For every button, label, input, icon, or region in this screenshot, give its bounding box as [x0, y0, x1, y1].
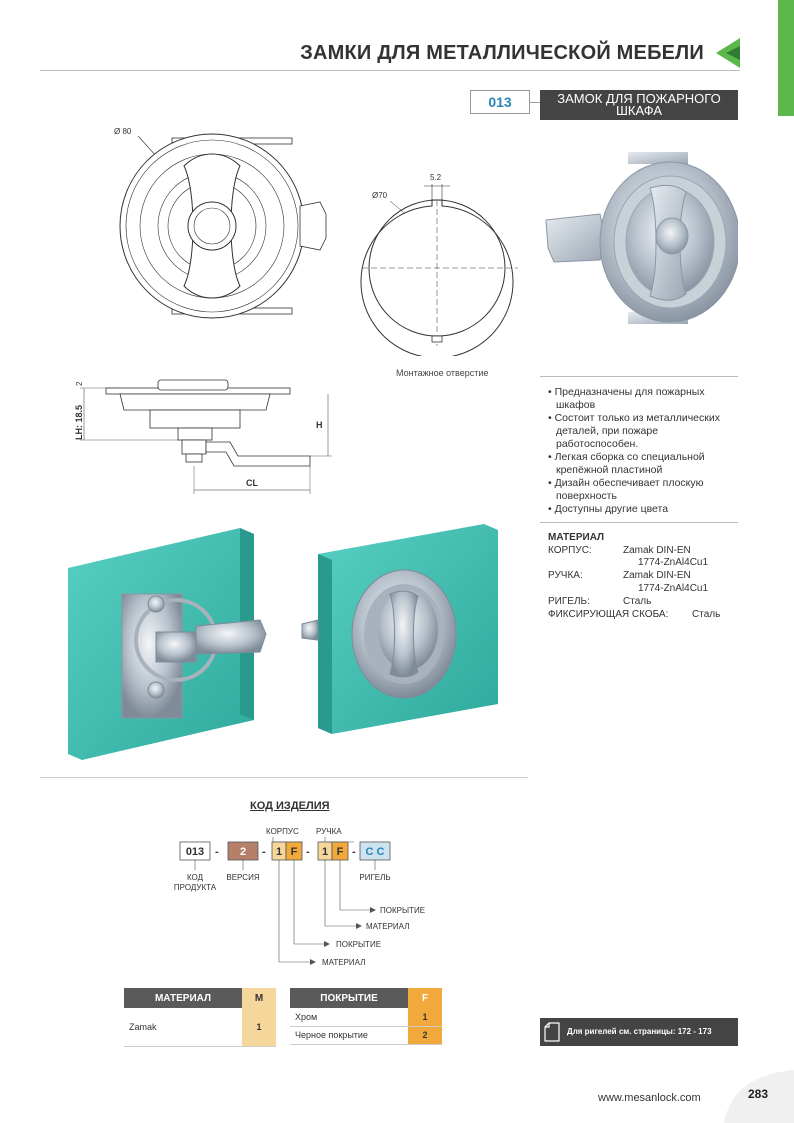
material-table: [124, 988, 276, 1047]
box-bolt: C C: [365, 846, 385, 858]
dash: -: [352, 846, 356, 858]
finish-table-code-header: F: [408, 988, 442, 1008]
label-korpus: КОРПУС: [266, 827, 299, 836]
finish-code: 1: [408, 1008, 442, 1026]
box-body-finish: F: [290, 846, 298, 858]
material-name: Zamak: [124, 1008, 242, 1046]
material-value: Zamak DIN-EN: [623, 545, 691, 556]
feature-item: • Состоит только из металлических деталей, при пожаре работоспособен.: [548, 412, 720, 450]
material-value: 1774-ZnAl4Cu1: [638, 583, 709, 594]
installation-photos: [64, 524, 504, 764]
box-handle-finish: F: [336, 846, 344, 858]
feature-item: • Доступны другие цвета: [548, 503, 669, 515]
feature-item: • Дизайн обеспечивает плоскую поверхность: [548, 477, 704, 502]
page-icon: [544, 1022, 560, 1042]
product-code-diagram: [160, 824, 460, 974]
label-handle-finish: ПОКРЫТИЕ: [380, 906, 426, 915]
dim-lh: LH: 18.5: [74, 404, 84, 440]
dim-h: H: [316, 420, 323, 430]
badge-connector: [530, 102, 540, 103]
label-produkta: ПРОДУКТА: [173, 883, 217, 892]
finish-table-header: ПОКРЫТИЕ: [290, 988, 408, 1008]
table-row: [290, 1026, 442, 1044]
material-code: 1: [242, 1008, 276, 1046]
label-ruchka: РУЧКА: [316, 827, 342, 836]
material-value: 1774-ZnAl4Cu1: [638, 557, 709, 568]
page-title: ЗАМКИ ДЛЯ МЕТАЛЛИЧЕСКОЙ МЕБЕЛИ: [300, 42, 704, 64]
website-link[interactable]: www.mesanlock.com: [598, 1092, 701, 1104]
mounting-hole-drawing: [360, 166, 530, 356]
table-row: [124, 1008, 276, 1046]
dim-diameter-80: Ø 80: [114, 127, 132, 136]
finish-name: Черное покрытие: [290, 1026, 408, 1044]
bolt-reference-note: Для ригелей см. страницы: 172 - 173: [540, 1018, 738, 1046]
product-title-line1: ЗАМОК ДЛЯ ПОЖАРНОГО: [557, 91, 721, 106]
material-label: КОРПУС:: [548, 545, 592, 556]
finish-table: [290, 988, 442, 1045]
finish-name: Хром: [290, 1008, 408, 1026]
box-handle-material: 1: [321, 846, 329, 858]
feature-item: • Легкая сборка со специальной крепёжной пластиной: [548, 451, 705, 476]
material-table-code-header: M: [242, 988, 276, 1008]
material-table-header: МАТЕРИАЛ: [124, 988, 242, 1008]
material-value: Сталь: [692, 609, 721, 620]
dim-5-2: 5.2: [430, 173, 442, 182]
finish-code: 2: [408, 1026, 442, 1044]
arrow-left-icon: [716, 38, 740, 68]
dim-diameter-70: Ø70: [372, 191, 388, 200]
label-body-material: МАТЕРИАЛ: [322, 958, 366, 967]
front-view-drawing: [100, 120, 340, 330]
material-label: РИГЕЛЬ:: [548, 596, 590, 607]
material-label: ФИКСИРУЮЩАЯ СКОБА:: [548, 609, 669, 620]
product-title-line2: ШКАФА: [616, 103, 662, 118]
label-version: ВЕРСИЯ: [226, 873, 260, 882]
product-title: [540, 90, 738, 120]
dim-2: 2: [75, 381, 84, 386]
dash: -: [215, 846, 219, 858]
label-kod: КОД: [186, 873, 204, 882]
dash: -: [306, 846, 310, 858]
feature-divider: [540, 376, 738, 377]
table-row: [290, 1008, 442, 1026]
material-value: Zamak DIN-EN: [623, 570, 691, 581]
header-rule: [40, 70, 740, 71]
page-number: 283: [748, 1087, 769, 1101]
box-version: 2: [239, 846, 247, 858]
material-label: РУЧКА:: [548, 570, 583, 581]
side-view-drawing: [70, 370, 340, 500]
section-divider: [40, 777, 528, 778]
label-handle-material: МАТЕРИАЛ: [366, 922, 410, 931]
product-code-badge: 013: [470, 90, 530, 114]
mounting-hole-label: Монтажное отверстие: [396, 368, 489, 378]
box-body-material: 1: [275, 846, 283, 858]
features-list: [548, 386, 738, 516]
box-product-code: 013: [185, 846, 205, 858]
feature-item: • Предназначены для пожарных шкафов: [548, 386, 705, 411]
product-code-title: КОД ИЗДЕЛИЯ: [250, 800, 330, 812]
product-photo: [540, 122, 738, 372]
label-rigel: РИГЕЛЬ: [359, 873, 391, 882]
dim-cl: CL: [246, 478, 258, 488]
material-title: МАТЕРИАЛ: [548, 532, 605, 543]
dash: -: [262, 846, 266, 858]
material-divider: [540, 522, 738, 523]
material-value: Сталь: [623, 596, 652, 607]
section-tab: [778, 0, 794, 116]
label-body-finish: ПОКРЫТИЕ: [336, 940, 382, 949]
